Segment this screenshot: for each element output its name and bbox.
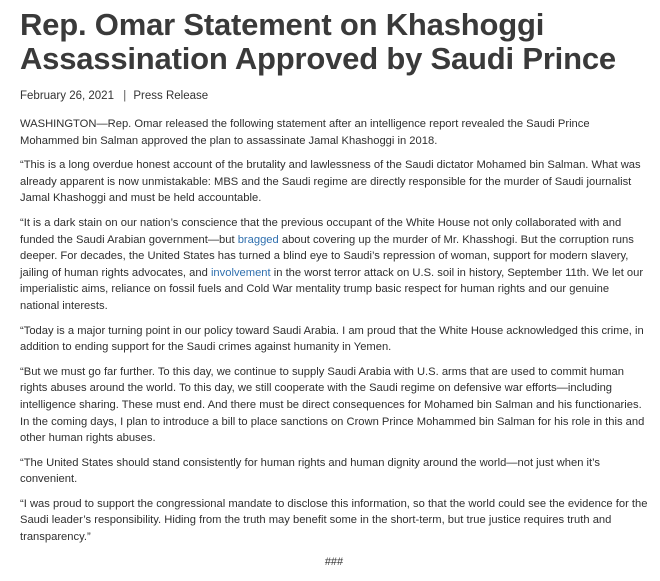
paragraph-dateline: WASHINGTON—Rep. Omar released the following statement after an intelligence report revealed the Saudi Prince Mohammed bin Salman approved the plan to assassinate Jamal Khashoggi in 2018. <box>20 118 590 147</box>
release-meta <box>20 89 648 103</box>
paragraph-quote-4: “But we must go far further. To this day, we continue to supply Saudi Arabia with U.S. arms that are used to commit human rights abuses around the world. To this day, we still cooperate with the Saudi regime on defensive war efforts—including intelligence sharing. These must end. And there must be direct consequences for Mohamed bin Salman and his functionaries. In the coming days, I plan to introduce a bill to place sanctions on Crown Prince Mohammed bin Salman for his role in this and other human rights abuses. <box>20 365 645 445</box>
paragraph-text: in the worst terror attack on U.S. soil in history, September 11th. We let our imperialistic aims, reliance on fossil fuels and Cold War mentality trump basic respect for human rights and our genuine national interests. <box>20 266 644 312</box>
meta-separator: | <box>123 90 127 102</box>
bragged-link[interactable]: bragged <box>237 233 279 246</box>
page-title: Rep. Omar Statement on Khashoggi Assassination Approved by Saudi Prince <box>20 7 616 76</box>
paragraph-quote-3: “Today is a major turning point in our policy toward Saudi Arabia. I am proud that the White House acknowledged this crime, in addition to ending support for the Saudi crimes against humanity in Yemen. <box>20 324 644 354</box>
paragraph-quote-6: “I was proud to support the congressional mandate to disclose this information, so that the world could see the evidence for the Saudi leader’s responsibility. Hiding from the truth may benefit some in the short-term, but true justice requires truth and transparency.” <box>20 497 648 544</box>
involvement-link[interactable]: involvement <box>210 266 271 279</box>
paragraph-quote-1: “This is a long overdue honest account of the brutality and lawlessness of the Saudi dictator Mohamed bin Salman. What was already apparent is now unmistakable: MBS and the Saudi regime are directly responsible for the murder of Saudi journalist Jamal Khashoggi and must be held accountable. <box>20 159 641 205</box>
paragraph-text: about covering up the murder of Mr. Khasshogi. But the corruption runs deeper. For decades, the United States has turned a blind eye to Saudi’s repression of woman, support for modern slavery, jailing of human rights advocates, and <box>20 233 634 279</box>
release-body <box>20 116 648 570</box>
end-marker: ### <box>324 555 344 568</box>
press-release <box>20 8 648 570</box>
paragraph-text: “It is a dark stain on our nation’s conscience that the previous occupant of the White House not only collaborated with and funded the Saudi Arabian government—but <box>20 216 622 246</box>
paragraph-quote-2 <box>20 215 648 315</box>
release-category: Press Release <box>133 90 209 102</box>
release-date: February 26, 2021 <box>20 90 114 102</box>
paragraph-quote-5: “The United States should stand consistently for human rights and human dignity around the world—not just when it’s convenient. <box>20 456 601 486</box>
